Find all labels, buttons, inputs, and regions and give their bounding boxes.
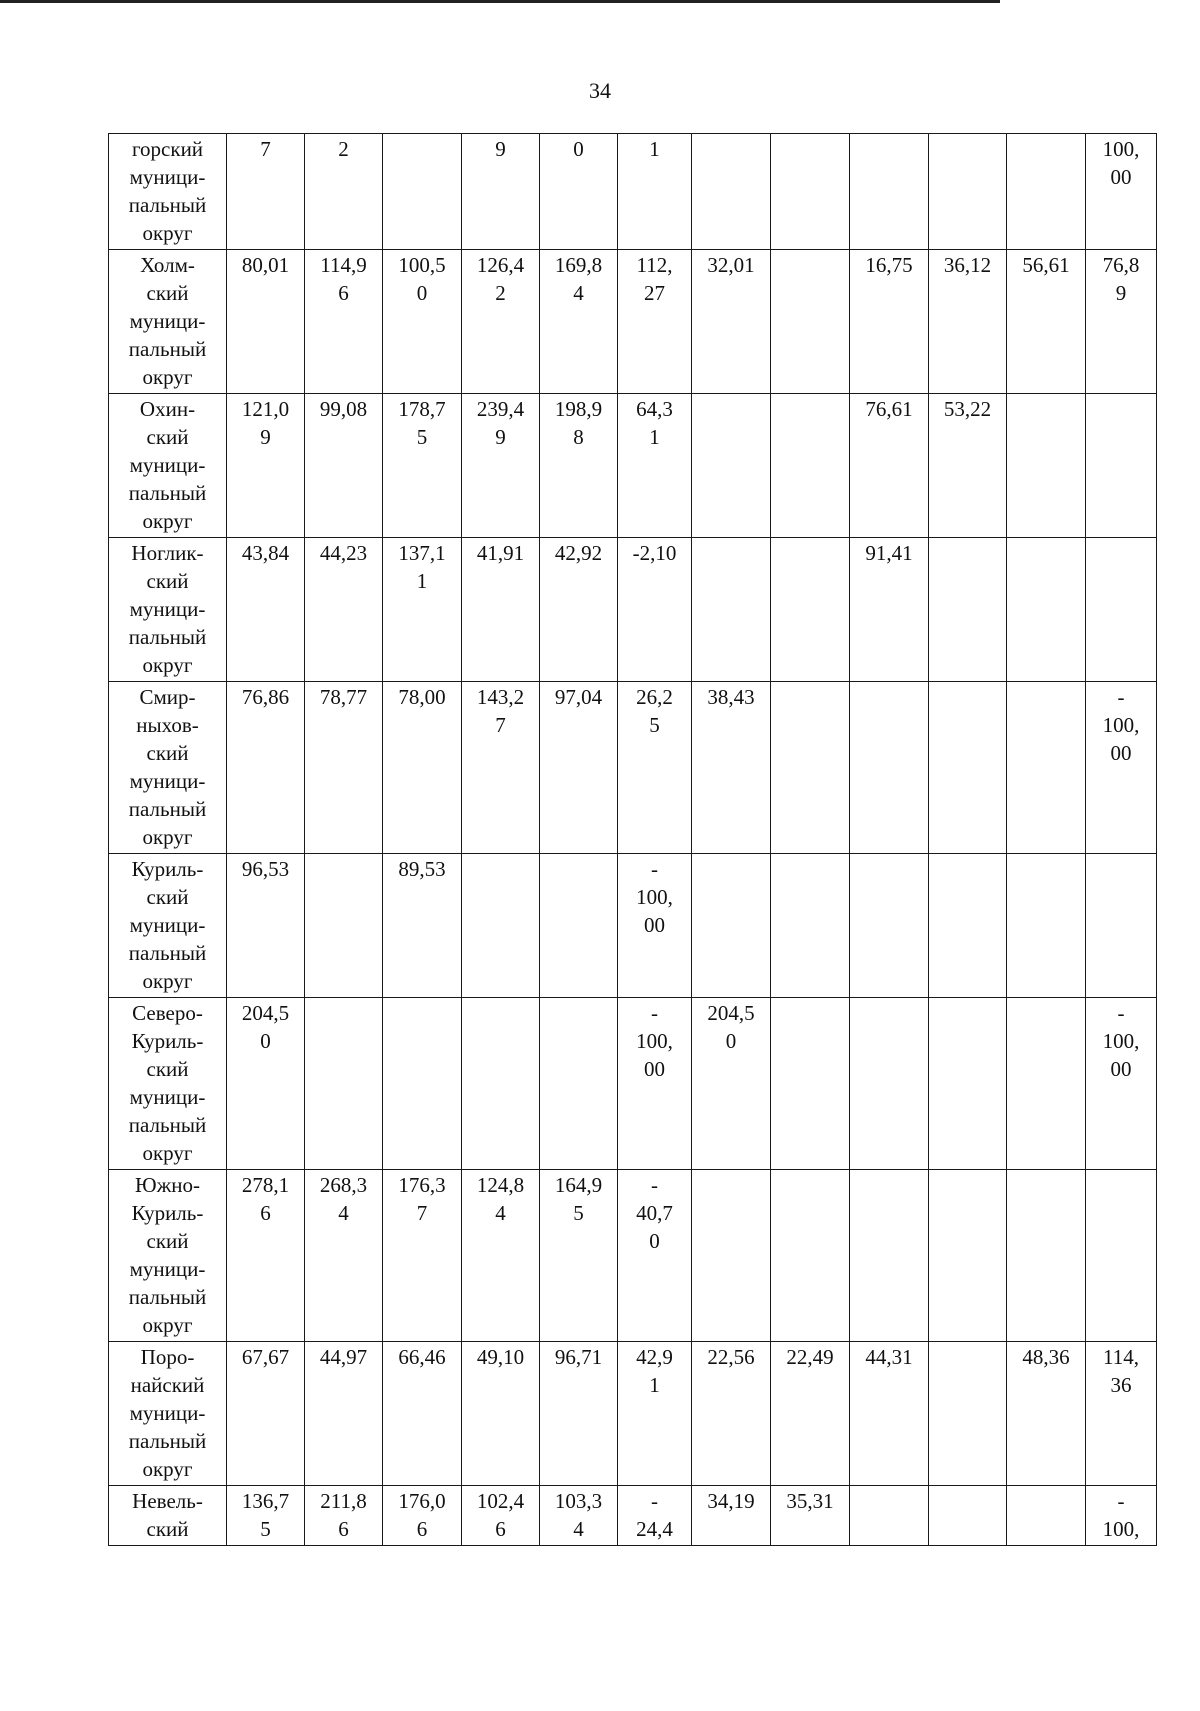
value-cell: - 100, 00: [1086, 682, 1157, 854]
value-cell: [540, 854, 618, 998]
value-cell: [692, 134, 771, 250]
district-name-cell: Южно- Куриль- ский муници- пальный округ: [109, 1170, 227, 1342]
value-cell: [1086, 538, 1157, 682]
value-cell: 211,8 6: [305, 1486, 383, 1546]
value-cell: 164,9 5: [540, 1170, 618, 1342]
value-cell: [305, 854, 383, 998]
value-cell: 26,2 5: [618, 682, 692, 854]
value-cell: 34,19: [692, 1486, 771, 1546]
value-cell: 178,7 5: [383, 394, 462, 538]
value-cell: [929, 1486, 1007, 1546]
value-cell: [1007, 538, 1086, 682]
value-cell: [929, 538, 1007, 682]
value-cell: [305, 998, 383, 1170]
value-cell: [1007, 998, 1086, 1170]
value-cell: 176,3 7: [383, 1170, 462, 1342]
district-name-cell: Холм- ский муници- пальный округ: [109, 250, 227, 394]
value-cell: - 100,: [1086, 1486, 1157, 1546]
value-cell: 56,61: [1007, 250, 1086, 394]
value-cell: 22,56: [692, 1342, 771, 1486]
value-cell: [692, 394, 771, 538]
value-cell: 268,3 4: [305, 1170, 383, 1342]
value-cell: [929, 682, 1007, 854]
value-cell: [462, 854, 540, 998]
value-cell: 169,8 4: [540, 250, 618, 394]
value-cell: 67,67: [227, 1342, 305, 1486]
value-cell: [850, 682, 929, 854]
value-cell: - 24,4: [618, 1486, 692, 1546]
value-cell: 100,5 0: [383, 250, 462, 394]
value-cell: 121,0 9: [227, 394, 305, 538]
value-cell: 43,84: [227, 538, 305, 682]
value-cell: [1007, 1170, 1086, 1342]
value-cell: 136,7 5: [227, 1486, 305, 1546]
value-cell: 99,08: [305, 394, 383, 538]
value-cell: 36,12: [929, 250, 1007, 394]
value-cell: [850, 854, 929, 998]
value-cell: [1086, 1170, 1157, 1342]
district-name-cell: Северо- Куриль- ский муници- пальный округ: [109, 998, 227, 1170]
value-cell: 96,71: [540, 1342, 618, 1486]
district-name-cell: Куриль- ский муници- пальный округ: [109, 854, 227, 998]
value-cell: 126,4 2: [462, 250, 540, 394]
value-cell: 100, 00: [1086, 134, 1157, 250]
value-cell: 76,61: [850, 394, 929, 538]
value-cell: [771, 682, 850, 854]
value-cell: 239,4 9: [462, 394, 540, 538]
value-cell: - 40,7 0: [618, 1170, 692, 1342]
value-cell: 48,36: [1007, 1342, 1086, 1486]
value-cell: 1: [618, 134, 692, 250]
value-cell: 97,04: [540, 682, 618, 854]
district-name-cell: Невель- ский: [109, 1486, 227, 1546]
value-cell: [1007, 682, 1086, 854]
value-cell: [771, 1170, 850, 1342]
value-cell: 42,9 1: [618, 1342, 692, 1486]
value-cell: 44,23: [305, 538, 383, 682]
value-cell: 44,31: [850, 1342, 929, 1486]
page-number: 34: [589, 78, 611, 103]
table-row: [109, 134, 1157, 250]
value-cell: [771, 538, 850, 682]
table-row: [109, 998, 1157, 1170]
table-row: [109, 250, 1157, 394]
value-cell: 0: [540, 134, 618, 250]
value-cell: [1007, 394, 1086, 538]
value-cell: [383, 134, 462, 250]
value-cell: [929, 1342, 1007, 1486]
value-cell: 32,01: [692, 250, 771, 394]
table-row: [109, 1170, 1157, 1342]
value-cell: [929, 998, 1007, 1170]
value-cell: [462, 998, 540, 1170]
value-cell: [771, 854, 850, 998]
table-body: [109, 134, 1157, 1546]
district-name-cell: Ноглик- ский муници- пальный округ: [109, 538, 227, 682]
value-cell: [1007, 854, 1086, 998]
value-cell: [1086, 394, 1157, 538]
value-cell: 103,3 4: [540, 1486, 618, 1546]
value-cell: [1086, 854, 1157, 998]
value-cell: [929, 854, 1007, 998]
value-cell: 114, 36: [1086, 1342, 1157, 1486]
value-cell: 124,8 4: [462, 1170, 540, 1342]
value-cell: [771, 250, 850, 394]
value-cell: 102,4 6: [462, 1486, 540, 1546]
value-cell: 204,5 0: [227, 998, 305, 1170]
value-cell: 91,41: [850, 538, 929, 682]
value-cell: [771, 134, 850, 250]
table-row: [109, 854, 1157, 998]
value-cell: [771, 998, 850, 1170]
value-cell: 7: [227, 134, 305, 250]
district-name-cell: Охин- ский муници- пальный округ: [109, 394, 227, 538]
value-cell: 89,53: [383, 854, 462, 998]
value-cell: [771, 394, 850, 538]
value-cell: 35,31: [771, 1486, 850, 1546]
value-cell: [1007, 1486, 1086, 1546]
data-table: [108, 133, 1157, 1546]
value-cell: 53,22: [929, 394, 1007, 538]
value-cell: [692, 1170, 771, 1342]
table-row: [109, 1342, 1157, 1486]
table-row: [109, 1486, 1157, 1546]
value-cell: 143,2 7: [462, 682, 540, 854]
value-cell: [929, 134, 1007, 250]
value-cell: 78,77: [305, 682, 383, 854]
value-cell: 96,53: [227, 854, 305, 998]
value-cell: 66,46: [383, 1342, 462, 1486]
value-cell: 204,5 0: [692, 998, 771, 1170]
value-cell: 76,8 9: [1086, 250, 1157, 394]
table-row: [109, 394, 1157, 538]
value-cell: 38,43: [692, 682, 771, 854]
value-cell: - 100, 00: [1086, 998, 1157, 1170]
value-cell: [383, 998, 462, 1170]
value-cell: 44,97: [305, 1342, 383, 1486]
value-cell: [850, 134, 929, 250]
value-cell: [692, 538, 771, 682]
value-cell: 64,3 1: [618, 394, 692, 538]
value-cell: [850, 1486, 929, 1546]
value-cell: 42,92: [540, 538, 618, 682]
value-cell: [540, 998, 618, 1170]
district-name-cell: Поро- найский муници- пальный округ: [109, 1342, 227, 1486]
district-name-cell: горский муници- пальный округ: [109, 134, 227, 250]
value-cell: 2: [305, 134, 383, 250]
value-cell: 22,49: [771, 1342, 850, 1486]
value-cell: 49,10: [462, 1342, 540, 1486]
value-cell: [850, 1170, 929, 1342]
value-cell: [1007, 134, 1086, 250]
value-cell: 41,91: [462, 538, 540, 682]
top-rule: [0, 0, 1000, 3]
value-cell: [929, 1170, 1007, 1342]
value-cell: - 100, 00: [618, 854, 692, 998]
value-cell: -2,10: [618, 538, 692, 682]
value-cell: 114,9 6: [305, 250, 383, 394]
value-cell: 278,1 6: [227, 1170, 305, 1342]
table-row: [109, 682, 1157, 854]
value-cell: 76,86: [227, 682, 305, 854]
value-cell: 198,9 8: [540, 394, 618, 538]
value-cell: 112, 27: [618, 250, 692, 394]
value-cell: 9: [462, 134, 540, 250]
value-cell: 78,00: [383, 682, 462, 854]
value-cell: 137,1 1: [383, 538, 462, 682]
value-cell: 80,01: [227, 250, 305, 394]
value-cell: - 100, 00: [618, 998, 692, 1170]
value-cell: [850, 998, 929, 1170]
table-row: [109, 538, 1157, 682]
value-cell: [692, 854, 771, 998]
district-name-cell: Смир- ныхов- ский муници- пальный округ: [109, 682, 227, 854]
value-cell: 176,0 6: [383, 1486, 462, 1546]
value-cell: 16,75: [850, 250, 929, 394]
